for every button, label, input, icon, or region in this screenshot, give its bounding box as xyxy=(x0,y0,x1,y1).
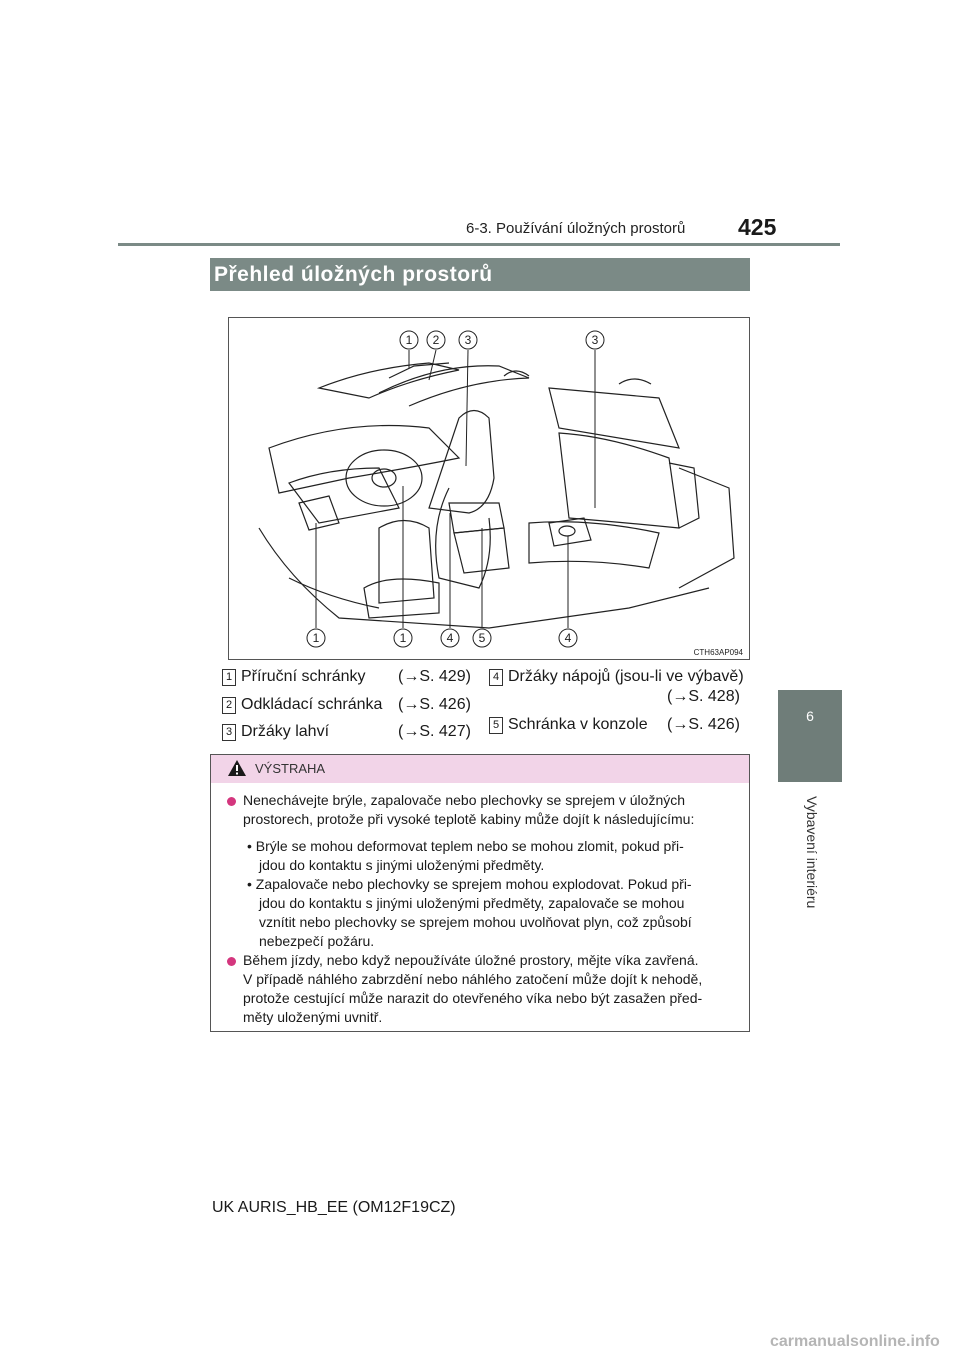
page-number: 425 xyxy=(738,214,777,240)
callout-top-1: 1 xyxy=(405,333,413,347)
section-title-bar xyxy=(210,258,750,291)
legend-item-2 xyxy=(222,696,382,714)
legend-item-3 xyxy=(222,723,329,741)
header-divider xyxy=(118,243,840,246)
warning-item-1 xyxy=(243,791,743,829)
warning-box xyxy=(210,754,750,1032)
warning-line: měty uloženými uvnitř. xyxy=(243,1009,383,1025)
legend-label: Schránka v konzole xyxy=(508,716,648,733)
warning-title: VÝSTRAHA xyxy=(255,761,326,776)
legend-number: 5 xyxy=(489,717,503,734)
chapter-tab xyxy=(778,690,842,782)
bullet-dot xyxy=(227,957,236,966)
watermark: carmanualsonline.info xyxy=(770,1333,940,1350)
legend-ref-5: (→S. 426) xyxy=(667,716,740,733)
legend-label: Držáky nápojů (jsou-li ve výbavě) xyxy=(508,668,744,685)
warning-line: jdou do kontaktu s jinými uloženými předměty. xyxy=(259,857,545,873)
legend-item-1 xyxy=(222,668,365,686)
callout-bottom-4: 5 xyxy=(478,631,486,645)
callout-top-3: 3 xyxy=(464,333,472,347)
legend-item-5 xyxy=(489,716,648,734)
callout-bottom-1: 1 xyxy=(312,631,320,645)
legend-number: 3 xyxy=(222,724,236,741)
footer-document-id: UK AURIS_HB_EE (OM12F19CZ) xyxy=(212,1199,456,1216)
warning-item-2 xyxy=(243,951,743,1027)
warning-line: V případě náhlého zabrzdění nebo náhlého zatočení může dojít k nehodě, xyxy=(243,971,703,987)
chapter-title: Vybavení interiéru xyxy=(804,796,820,909)
bullet-dot xyxy=(227,797,236,806)
legend-item-4 xyxy=(489,668,744,686)
warning-subitem-2 xyxy=(247,875,743,951)
legend-ref-3: (→S. 427) xyxy=(398,723,471,740)
chapter-number: 6 xyxy=(806,708,814,724)
legend-ref-1: (→S. 429) xyxy=(398,668,471,685)
car-interior-drawing xyxy=(229,318,749,659)
warning-line: protože cestující může narazit do otevřeného víka nebo být zasažen před- xyxy=(243,990,703,1006)
legend-label: Držáky lahví xyxy=(241,723,330,740)
legend-label: Odkládací schránka xyxy=(241,696,383,713)
legend-ref-4: (→S. 428) xyxy=(667,688,740,705)
interior-illustration xyxy=(228,317,750,660)
legend-number: 2 xyxy=(222,697,236,714)
callout-top-2: 2 xyxy=(432,333,440,347)
legend-ref-2: (→S. 426) xyxy=(398,696,471,713)
callout-bottom-3: 4 xyxy=(446,631,454,645)
warning-subitem-1 xyxy=(247,837,743,875)
warning-line: vznítit nebo plechovky se sprejem mohou uvolňovat plyn, což způsobí xyxy=(259,914,692,930)
section-title: Přehled úložných prostorů xyxy=(214,263,493,286)
callout-bottom-5: 4 xyxy=(564,631,572,645)
legend-number: 4 xyxy=(489,669,503,686)
warning-line: Nenechávejte brýle, zapalovače nebo plechovky se sprejem v úložných xyxy=(243,792,686,808)
warning-line: nebezpečí požáru. xyxy=(259,933,375,949)
warning-line: • Brýle se mohou deformovat teplem nebo se mohou zlomit, pokud při- xyxy=(247,838,684,854)
warning-line: prostorech, protože při vysoké teplotě kabiny může dojít k následujícímu: xyxy=(243,811,695,827)
legend-label: Příruční schránky xyxy=(241,668,366,685)
warning-line: Během jízdy, nebo když nepoužíváte úložné prostory, mějte víka zavřená. xyxy=(243,952,699,968)
warning-line: • Zapalovače nebo plechovky se sprejem mohou explodovat. Pokud při- xyxy=(247,876,692,892)
callout-bottom-2: 1 xyxy=(399,631,407,645)
legend-number: 1 xyxy=(222,669,236,686)
header-section-title: 6-3. Používání úložných prostorů xyxy=(466,220,686,237)
warning-triangle-icon xyxy=(227,759,247,777)
callout-top-4: 3 xyxy=(591,333,599,347)
figure-code: CTH63AP094 xyxy=(693,648,743,657)
warning-line: jdou do kontaktu s jinými uloženými předměty, zapalovače se mohou xyxy=(259,895,685,911)
warning-header xyxy=(211,755,749,783)
